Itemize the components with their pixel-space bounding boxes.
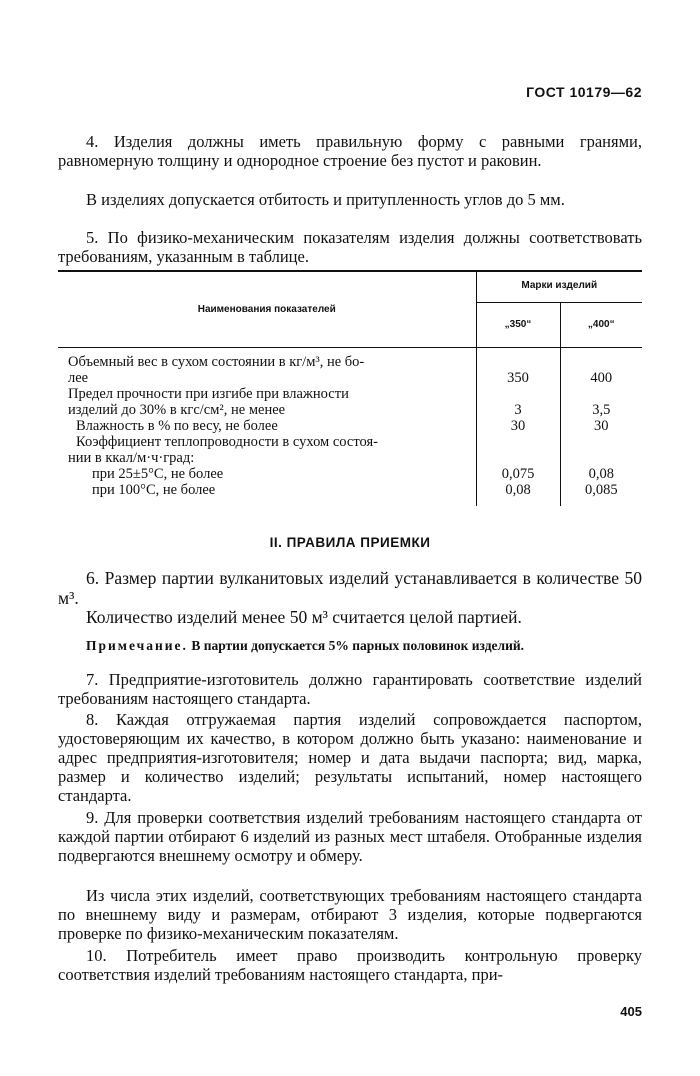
properties-table	[58, 272, 642, 506]
column-header-name: Наименования показателей	[58, 272, 476, 348]
row-4-line-2: нии в ккал/м·ч·град:	[68, 450, 195, 466]
row-2-line-2: изделий до 30% в кгс/см², не менее	[68, 402, 286, 418]
paragraph-4-continued: В изделиях допускается отбитость и притупленность углов до 5 мм.	[86, 190, 565, 209]
paragraph-4: 4. Изделия должны иметь правильную форму с равными гранями, равномерную толщину и однородное строение без пустот и раковин.	[58, 132, 642, 170]
table-values-350	[476, 348, 560, 507]
row-3-line-1: Влажность в % по весу, не более	[76, 418, 278, 434]
row-2-line-1: Предел прочности при изгибе при влажности	[68, 386, 349, 402]
value-350-conductivity-25: 0,075	[501, 466, 535, 482]
running-header: ГОСТ 10179—62	[526, 84, 642, 100]
value-350-strength: 3	[514, 402, 522, 418]
paragraph-6: 6. Размер партии вулканитовых изделий устанавливается в количестве 50 м³.	[58, 568, 642, 608]
table-row-names	[58, 348, 476, 507]
value-400-conductivity-25: 0,08	[588, 466, 614, 482]
paragraph-9-continued: Из числа этих изделий, соответствующих требованиям настоящего стандарта по внешнему виду и размерам, отбирают 3 изделия, которые подвергаются проверке по физико-механическим показателям.	[58, 886, 642, 943]
column-header-350: „350“	[476, 303, 560, 348]
value-400-conductivity-100: 0,085	[584, 482, 618, 498]
value-350-conductivity-100: 0,08	[505, 482, 531, 498]
column-header-400: „400“	[560, 303, 642, 348]
page-number: 405	[620, 1004, 642, 1019]
note-text: В партии допускается 5% парных половинок изделий.	[191, 638, 525, 653]
column-header-grades: Марки изделий	[476, 272, 642, 303]
paragraph-7: 7. Предприятие-изготовитель должно гарантировать соответствие изделий требованиям настоящего стандарта.	[58, 670, 642, 708]
note-label: Примечание.	[86, 638, 188, 653]
value-400-humidity: 30	[594, 418, 609, 434]
section-heading: II. ПРАВИЛА ПРИЕМКИ	[269, 535, 431, 550]
paragraph-8: 8. Каждая отгружаемая партия изделий сопровождается паспортом, удостоверяющим их качество, в котором должно быть указано: наименование и адрес предприятия-изготовителя; номер и дата выдачи паспорта; вид, марка, размер и количество изделий; результаты испытаний, номер настоящего стандарта.	[58, 710, 642, 805]
row-4-line-1: Коэффициент теплопроводности в сухом состоя-	[76, 434, 378, 450]
value-350-density: 350	[507, 370, 529, 386]
paragraph-6-continued: Количество изделий менее 50 м³ считается целой партией.	[86, 607, 522, 627]
note	[86, 638, 524, 654]
row-5-line-1: при 25±5°С, не более	[92, 466, 224, 482]
value-400-density: 400	[590, 370, 613, 386]
table-values-400	[560, 348, 642, 507]
row-1-line-1: Объемный вес в сухом состоянии в кг/м³, не бо-	[68, 354, 365, 370]
value-350-humidity: 30	[510, 418, 526, 434]
paragraph-5: 5. По физико-механическим показателям изделия должны соответствовать требованиям, указанным в таблице.	[58, 228, 642, 266]
row-6-line-1: при 100°С, не более	[92, 482, 216, 498]
row-1-line-2: лее	[68, 370, 89, 386]
value-400-strength: 3,5	[592, 402, 611, 418]
paragraph-10: 10. Потребитель имеет право производить контрольную проверку соответствия изделий требованиям настоящего стандарта, при-	[58, 946, 642, 984]
paragraph-9: 9. Для проверки соответствия изделий требованиям настоящего стандарта от каждой партии отбирают 6 изделий из разных мест штабеля. Отобранные изделия подвергаются внешнему осмотру и обмеру.	[58, 808, 642, 865]
